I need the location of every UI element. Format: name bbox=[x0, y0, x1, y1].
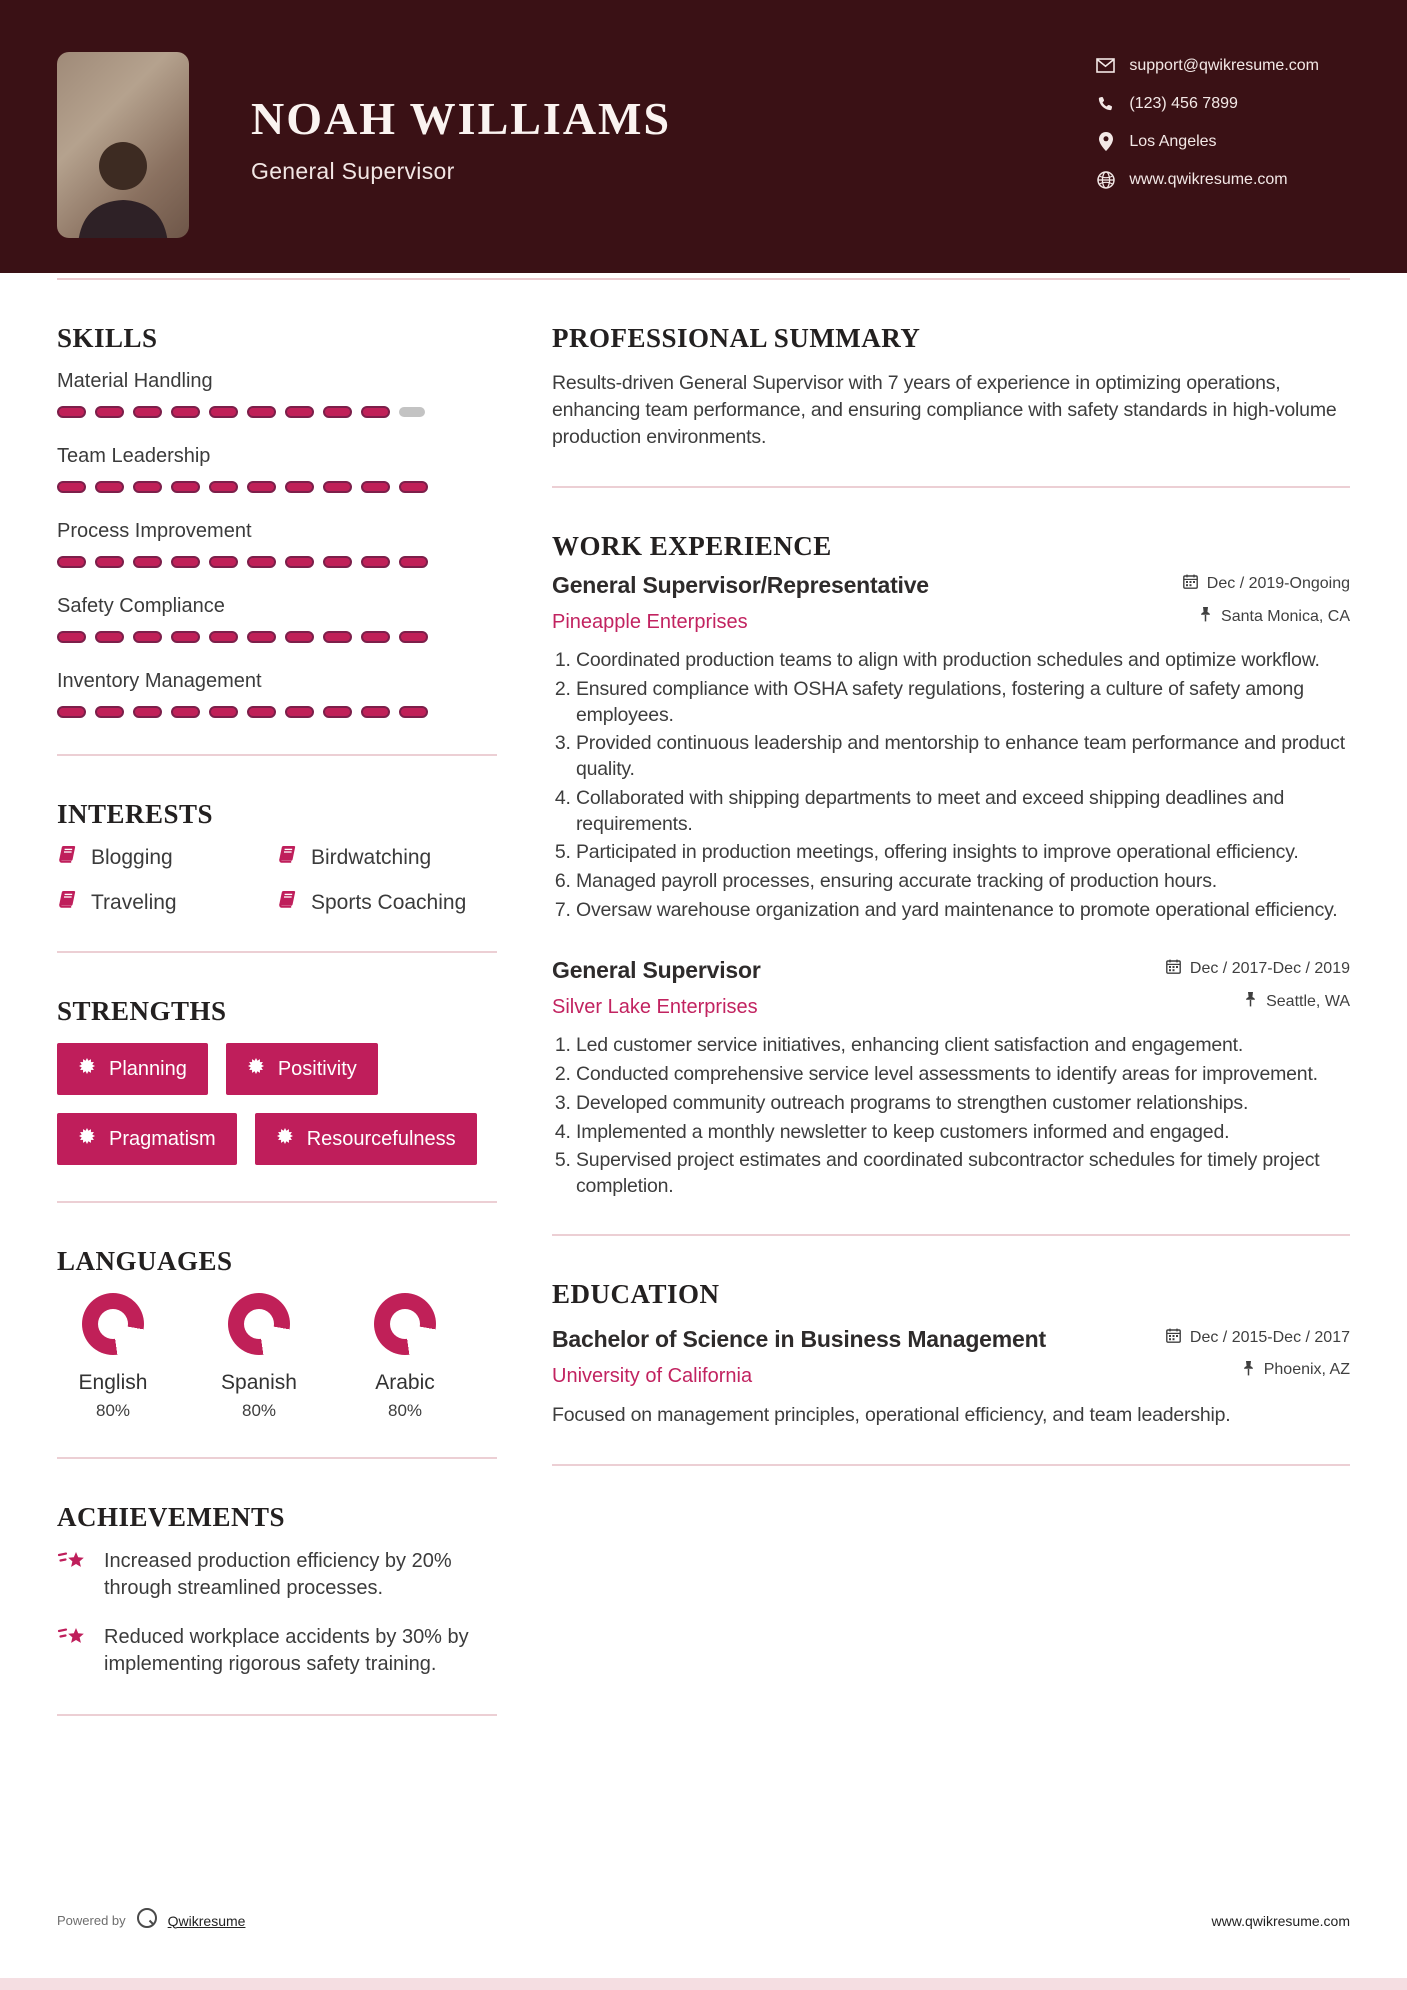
skill-label: Team Leadership bbox=[57, 444, 211, 467]
skill-dash bbox=[323, 406, 352, 418]
interest-item bbox=[277, 890, 497, 915]
interests-list bbox=[57, 845, 497, 915]
section-divider bbox=[552, 486, 1350, 488]
achievement-item bbox=[57, 1548, 497, 1602]
contact-email[interactable] bbox=[1096, 56, 1319, 75]
skills-section bbox=[57, 324, 497, 718]
resume-body bbox=[0, 280, 1407, 1760]
skill-dash bbox=[209, 406, 238, 418]
globe-icon bbox=[1096, 170, 1115, 189]
identity-block bbox=[251, 93, 672, 185]
experience-section bbox=[552, 532, 1350, 1199]
skill-dash bbox=[95, 556, 124, 568]
skill-dash bbox=[95, 631, 124, 643]
shooting-star-icon bbox=[57, 1550, 87, 1574]
skill-dash bbox=[171, 481, 200, 493]
job-dates-text: Dec / 2019-Ongoing bbox=[1206, 575, 1350, 593]
qwikresume-logo-icon bbox=[136, 1907, 158, 1934]
skill-dash bbox=[285, 481, 314, 493]
section-divider bbox=[57, 1457, 497, 1459]
person-silhouette-icon bbox=[68, 124, 178, 238]
skill-bar bbox=[57, 706, 497, 718]
skill-dash bbox=[323, 556, 352, 568]
achievements-heading: ACHIEVEMENTS bbox=[57, 1501, 286, 1532]
skill-row bbox=[57, 520, 497, 568]
job-bullet: 5. Participated in production meetings, offering insights to improve operational efficiency. bbox=[576, 840, 1350, 866]
skill-dash bbox=[57, 631, 86, 643]
calendar-icon bbox=[1166, 1328, 1181, 1348]
skill-dash bbox=[133, 481, 162, 493]
calendar-icon bbox=[1183, 574, 1198, 589]
summary-text: Results-driven General Supervisor with 7 years of experience in optimizing operations, enhancing team performance, and ensuring compliance with safety standards in high-volume production environments. bbox=[552, 371, 1337, 448]
shooting-star-icon bbox=[57, 1626, 87, 1650]
job-location bbox=[1244, 991, 1350, 1012]
education-dates-text: Dec / 2015-Dec / 2017 bbox=[1189, 1328, 1350, 1346]
footer bbox=[57, 1907, 1350, 1934]
skill-dash bbox=[57, 556, 86, 568]
pushpin-icon bbox=[1242, 1360, 1255, 1381]
education-head bbox=[552, 1326, 1350, 1388]
job-bullet: 6. Managed payroll processes, ensuring accurate tracking of production hours. bbox=[576, 869, 1350, 895]
skill-bar bbox=[57, 481, 497, 493]
job-main bbox=[552, 957, 761, 1019]
language-donut-chart bbox=[82, 1293, 144, 1355]
book-icon-wrap bbox=[57, 890, 77, 915]
languages-heading: LANGUAGES bbox=[57, 1246, 233, 1277]
interests-section bbox=[57, 800, 497, 916]
strength-label: Planning bbox=[109, 1057, 187, 1080]
skill-dash bbox=[133, 706, 162, 718]
book-icon bbox=[57, 890, 77, 909]
skills-list bbox=[57, 370, 497, 718]
section-divider bbox=[552, 1234, 1350, 1236]
job-bullet: 2. Conducted comprehensive service level assessments to identify areas for improvement. bbox=[576, 1062, 1350, 1088]
right-column bbox=[552, 324, 1350, 1760]
languages-list bbox=[57, 1293, 497, 1421]
skill-row bbox=[57, 670, 497, 718]
skill-label: Material Handling bbox=[57, 369, 213, 392]
skill-dash bbox=[171, 706, 200, 718]
job-company: Pineapple Enterprises bbox=[552, 611, 748, 634]
skill-dash bbox=[361, 631, 390, 643]
section-divider bbox=[57, 1714, 497, 1716]
achievements-section bbox=[57, 1503, 497, 1679]
contact-location[interactable] bbox=[1096, 132, 1319, 151]
skill-dash bbox=[361, 406, 390, 418]
education-meta bbox=[1166, 1326, 1350, 1381]
starburst-icon bbox=[276, 1127, 294, 1145]
skill-dash bbox=[209, 631, 238, 643]
education-section bbox=[552, 1280, 1350, 1429]
job-bullets bbox=[552, 648, 1350, 923]
achievement-item bbox=[57, 1624, 497, 1678]
language-donut-chart bbox=[228, 1293, 290, 1355]
footer-website-link[interactable]: www.qwikresume.com bbox=[1211, 1912, 1350, 1929]
strength-badge bbox=[226, 1043, 378, 1095]
skill-dash bbox=[399, 407, 425, 417]
bottom-accent-bar bbox=[0, 1978, 1407, 1990]
book-icon bbox=[277, 890, 297, 909]
strength-label: Positivity bbox=[277, 1057, 357, 1080]
skill-dash bbox=[57, 706, 86, 718]
skill-label: Inventory Management bbox=[57, 669, 262, 692]
job-bullet: 2. Ensured compliance with OSHA safety regulations, fostering a culture of safety among employees. bbox=[576, 677, 1350, 728]
book-icon-wrap bbox=[57, 845, 77, 870]
job-bullet: 3. Developed community outreach programs to strengthen customer relationships. bbox=[576, 1091, 1350, 1117]
language-item bbox=[203, 1293, 315, 1421]
job-location-text: Seattle, WA bbox=[1266, 992, 1350, 1010]
starburst-icon-wrap bbox=[78, 1057, 96, 1081]
language-name: Spanish bbox=[221, 1370, 297, 1394]
skill-row bbox=[57, 595, 497, 643]
languages-section bbox=[57, 1247, 497, 1421]
education-description: Focused on management principles, operational efficiency, and team leadership. bbox=[552, 1403, 1231, 1426]
job-bullets bbox=[552, 1033, 1350, 1199]
calendar-icon-wrap bbox=[1183, 574, 1198, 594]
language-percent: 80% bbox=[241, 1400, 277, 1420]
job-bullet: 7. Oversaw warehouse organization and yard maintenance to promote operational efficiency. bbox=[576, 898, 1350, 924]
degree-title: Bachelor of Science in Business Management bbox=[552, 1325, 1046, 1352]
skill-dash bbox=[209, 706, 238, 718]
skill-dash bbox=[399, 481, 428, 493]
job-location-text: Santa Monica, CA bbox=[1221, 607, 1350, 625]
skill-dash bbox=[399, 556, 428, 568]
section-divider bbox=[552, 1464, 1350, 1466]
pushpin-icon-wrap bbox=[1199, 606, 1212, 627]
book-icon-wrap bbox=[277, 845, 297, 870]
language-percent: 80% bbox=[95, 1400, 131, 1420]
job-dates bbox=[1183, 574, 1350, 594]
calendar-icon bbox=[1166, 959, 1181, 974]
education-location bbox=[1242, 1360, 1350, 1381]
skill-dash bbox=[171, 556, 200, 568]
skill-label: Safety Compliance bbox=[57, 594, 225, 617]
job-title: General Supervisor/Representative bbox=[552, 572, 929, 599]
skill-dash bbox=[247, 631, 276, 643]
job-dates-text: Dec / 2017-Dec / 2019 bbox=[1189, 960, 1350, 978]
skill-dash bbox=[285, 631, 314, 643]
strength-badge bbox=[57, 1113, 237, 1165]
calendar-icon-wrap bbox=[1166, 959, 1181, 979]
strengths-section bbox=[57, 997, 497, 1165]
language-name: Arabic bbox=[375, 1370, 435, 1394]
skill-dash bbox=[95, 706, 124, 718]
job-main bbox=[552, 572, 929, 634]
education-location-text: Phoenix, AZ bbox=[1263, 1361, 1350, 1379]
language-item bbox=[349, 1293, 461, 1421]
school-name: University of California bbox=[552, 1364, 753, 1387]
skill-dash bbox=[285, 706, 314, 718]
jobs-list bbox=[552, 572, 1350, 1200]
book-icon bbox=[277, 845, 297, 864]
skill-dash bbox=[57, 406, 86, 418]
skill-dash bbox=[171, 631, 200, 643]
language-name: English bbox=[78, 1370, 148, 1394]
interest-label: Blogging bbox=[91, 845, 173, 869]
left-column bbox=[57, 324, 497, 1760]
skill-dash bbox=[247, 406, 276, 418]
skill-dash bbox=[95, 406, 124, 418]
education-dates bbox=[1166, 1328, 1350, 1348]
skill-bar bbox=[57, 631, 497, 643]
job-dates bbox=[1166, 959, 1350, 979]
contact-location-text: Los Angeles bbox=[1129, 132, 1217, 150]
experience-heading: WORK EXPERIENCE bbox=[552, 531, 832, 562]
skill-dash bbox=[133, 406, 162, 418]
language-item bbox=[57, 1293, 169, 1421]
summary-heading: PROFESSIONAL SUMMARY bbox=[552, 323, 921, 353]
strength-label: Pragmatism bbox=[109, 1127, 216, 1150]
header bbox=[0, 0, 1407, 273]
interest-label: Sports Coaching bbox=[311, 890, 467, 914]
skill-dash bbox=[95, 481, 124, 493]
contact-phone-text: (123) 456 7899 bbox=[1129, 94, 1238, 112]
email-icon bbox=[1096, 56, 1115, 75]
job-head bbox=[552, 957, 1350, 1019]
job-head bbox=[552, 572, 1350, 634]
contact-website[interactable] bbox=[1096, 170, 1319, 189]
section-divider bbox=[57, 951, 497, 953]
job-meta bbox=[1166, 957, 1350, 1012]
interest-label: Traveling bbox=[91, 890, 177, 914]
person-title: General Supervisor bbox=[251, 158, 455, 184]
skill-bar bbox=[57, 406, 497, 418]
education-heading: EDUCATION bbox=[552, 1278, 720, 1309]
location-icon bbox=[1096, 132, 1115, 151]
contact-website-text: www.qwikresume.com bbox=[1129, 170, 1288, 188]
shooting-star-icon-wrap bbox=[57, 1624, 91, 1678]
skill-dash bbox=[399, 631, 428, 643]
skill-dash bbox=[399, 706, 428, 718]
skills-heading: SKILLS bbox=[57, 323, 158, 353]
skill-dash bbox=[171, 406, 200, 418]
strength-badge bbox=[57, 1043, 208, 1095]
job-title: General Supervisor bbox=[552, 957, 761, 984]
contact-phone[interactable] bbox=[1096, 94, 1319, 113]
job-bullet: 4. Implemented a monthly newsletter to keep customers informed and engaged. bbox=[576, 1120, 1350, 1146]
section-divider bbox=[57, 754, 497, 756]
skill-dash bbox=[323, 706, 352, 718]
education-main bbox=[552, 1326, 1046, 1388]
starburst-icon-wrap bbox=[276, 1127, 294, 1151]
skill-row bbox=[57, 445, 497, 493]
book-icon-wrap bbox=[277, 890, 297, 915]
skill-dash bbox=[247, 556, 276, 568]
language-percent: 80% bbox=[387, 1400, 423, 1420]
skill-dash bbox=[285, 406, 314, 418]
pushpin-icon bbox=[1199, 606, 1212, 622]
skill-dash bbox=[57, 481, 86, 493]
starburst-icon bbox=[247, 1057, 265, 1075]
strength-badge bbox=[255, 1113, 477, 1165]
qwikresume-brand-link[interactable]: Qwikresume bbox=[167, 1912, 246, 1929]
job-bullet: 1. Led customer service initiatives, enhancing client satisfaction and engagement. bbox=[576, 1033, 1350, 1059]
interest-item bbox=[57, 845, 277, 870]
starburst-icon-wrap bbox=[78, 1127, 96, 1151]
pushpin-icon-wrap bbox=[1244, 991, 1257, 1012]
skill-dash bbox=[247, 706, 276, 718]
person-name: NOAH WILLIAMS bbox=[251, 93, 672, 144]
book-icon bbox=[57, 845, 77, 864]
job-entry bbox=[552, 957, 1350, 1199]
skill-dash bbox=[361, 706, 390, 718]
job-location bbox=[1199, 606, 1350, 627]
skill-dash bbox=[133, 631, 162, 643]
summary-section bbox=[552, 324, 1350, 450]
phone-icon bbox=[1096, 94, 1115, 113]
job-bullet: 5. Supervised project estimates and coordinated subcontractor schedules for timely project completion. bbox=[576, 1148, 1350, 1199]
interest-label: Birdwatching bbox=[311, 845, 432, 869]
contact-list bbox=[1096, 56, 1319, 189]
skill-dash bbox=[361, 556, 390, 568]
contact-email-text: support@qwikresume.com bbox=[1129, 56, 1319, 74]
interests-heading: INTERESTS bbox=[57, 798, 214, 829]
job-bullet: 1. Coordinated production teams to align with production schedules and optimize workflow. bbox=[576, 648, 1350, 674]
skill-row bbox=[57, 370, 497, 418]
strengths-list bbox=[57, 1043, 497, 1165]
shooting-star-icon-wrap bbox=[57, 1548, 91, 1602]
job-bullet: 3. Provided continuous leadership and mentorship to enhance team performance and product quality. bbox=[576, 731, 1350, 782]
achievements-list bbox=[57, 1548, 497, 1678]
starburst-icon-wrap bbox=[247, 1057, 265, 1081]
skill-label: Process Improvement bbox=[57, 519, 252, 542]
language-donut-chart bbox=[374, 1293, 436, 1355]
job-company: Silver Lake Enterprises bbox=[552, 996, 758, 1019]
interest-item bbox=[57, 890, 277, 915]
skill-dash bbox=[209, 481, 238, 493]
achievement-text: Increased production efficiency by 20% through streamlined processes. bbox=[104, 1550, 452, 1600]
skill-bar bbox=[57, 556, 497, 568]
starburst-icon bbox=[78, 1057, 96, 1075]
profile-photo bbox=[57, 52, 189, 238]
strength-label: Resourcefulness bbox=[306, 1127, 456, 1150]
skill-dash bbox=[361, 481, 390, 493]
skill-dash bbox=[323, 631, 352, 643]
job-entry bbox=[552, 572, 1350, 923]
pushpin-icon bbox=[1244, 991, 1257, 1007]
skill-dash bbox=[247, 481, 276, 493]
starburst-icon bbox=[78, 1127, 96, 1145]
powered-by bbox=[57, 1907, 245, 1934]
achievement-text: Reduced workplace accidents by 30% by implementing rigorous safety training. bbox=[104, 1626, 469, 1676]
strengths-heading: STRENGTHS bbox=[57, 996, 227, 1027]
job-meta bbox=[1183, 572, 1350, 627]
skill-dash bbox=[323, 481, 352, 493]
interest-item bbox=[277, 845, 497, 870]
skill-dash bbox=[133, 556, 162, 568]
skill-dash bbox=[285, 556, 314, 568]
skill-dash bbox=[209, 556, 238, 568]
section-divider bbox=[57, 1201, 497, 1203]
job-bullet: 4. Collaborated with shipping departments to meet and exceed shipping deadlines and requirements. bbox=[576, 786, 1350, 837]
powered-by-label: Powered by bbox=[57, 1913, 126, 1928]
